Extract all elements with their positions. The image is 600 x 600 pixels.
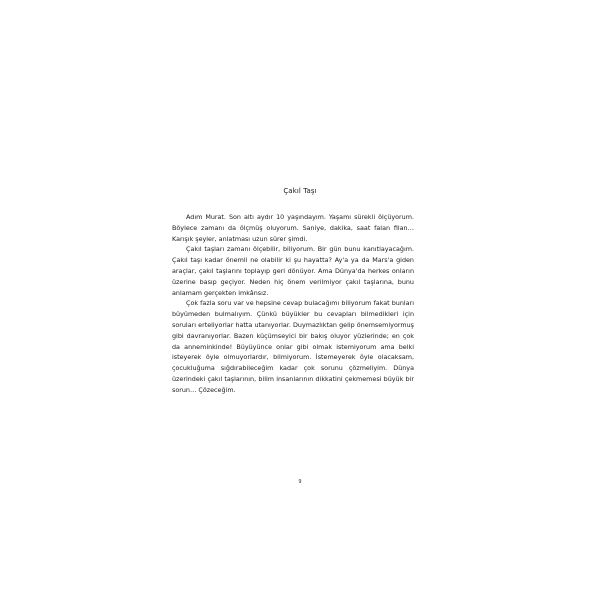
page-number: 9 — [298, 479, 302, 485]
paragraph-1: Adım Murat. Son altı aydır 10 yaşındayım. Yaşamı sürekli ölçüyorum. Böylece zamanı da ölçmüş oluyorum. Saniye, dakika, saat falan filan… Karışık şeyler, anlatması uzun sürer şimdi. — [172, 213, 414, 243]
paragraph-2: Çakıl taşları zamanı ölçebilir, biliyorum. Bir gün bunu kanıtlayacağım. Çakıl taşı kadar önemli ne olabilir ki şu hayatta? Ay'a ya da Mars'a giden araçlar, çakıl taşlarını toplayıp geri dönüyor. Ama Dünya'da herkes onların üzerine basıp geçiyor. Neden hiç önem verilmiyor çakıl taşlarına, bunu anlamam gerçekten imkânsız. — [172, 245, 414, 297]
paragraph-3: Çok fazla soru var ve hepsine cevap bulacağımı biliyorum fakat bunları büyümeden bulmalıyım. Çünkü büyükler bu cevapları bilmedikleri için soruları erteliyorlar hatta utanıyorlar. Duymazlıktan gelip önemsemiyormuş gibi davranıyorlar. Bazen küçümseyici bir bakış oluyor yüzlerinde; en çok da anneminkinde! Büyüyünce onlar gibi olmak istemiyorum ama belki isteyerek öyle olmuyorlardır, bilmiyorum. İstemeyerek öyle olacaksam, çocukluğuma sığdırabileceğim kadar çok sorunu çözmeliyim. Dünya üzerindeki çakıl taşlarının, bilim insanlarının dikkatini çekmemesi büyük bir sorun… Çözeceğim. — [172, 299, 414, 394]
chapter-title: Çakıl Taşı — [283, 187, 317, 195]
chapter-body — [172, 212, 414, 396]
